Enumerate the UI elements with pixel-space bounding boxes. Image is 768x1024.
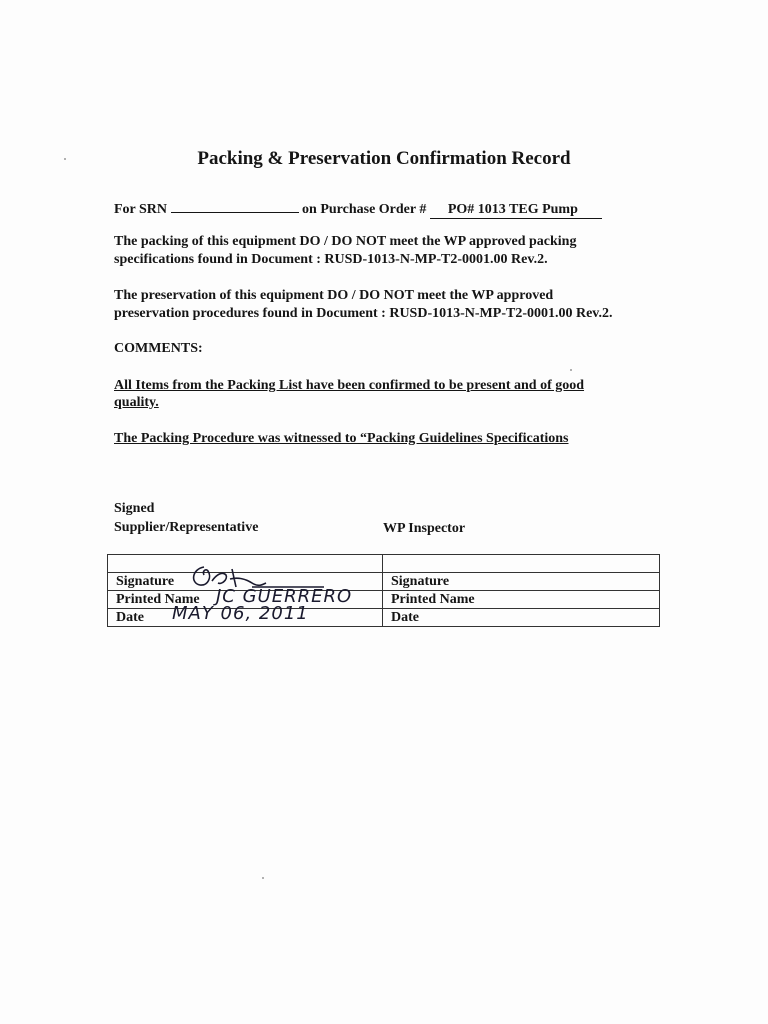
inspector-signature-cell[interactable]	[383, 573, 660, 591]
date-label: Date	[116, 610, 144, 625]
inspector-label: WP Inspector	[383, 521, 466, 536]
printed-name-label: Printed Name	[391, 592, 475, 607]
table-row	[108, 573, 660, 591]
handwritten-date: MAY 06, 2011	[172, 603, 309, 624]
scan-speck	[64, 158, 66, 160]
packing-line-1: The packing of this equipment DO / DO NOT meet the WP approved packing	[114, 234, 577, 249]
scan-speck	[262, 877, 264, 879]
supplier-label: Supplier/Representative	[114, 520, 259, 535]
comment-1-line-1: All Items from the Packing List have been confirmed to be present and of good	[114, 378, 585, 393]
purchase-order-label: on Purchase Order #	[302, 202, 427, 217]
signature-label: Signature	[391, 574, 450, 589]
table-row	[108, 609, 660, 627]
signed-label: Signed	[114, 501, 155, 516]
handwritten-printed-name: JC GUERRERO	[216, 586, 353, 607]
inspector-printed-name-cell[interactable]	[383, 591, 660, 609]
supplier-date-cell[interactable]	[108, 603, 383, 627]
comment-2: The Packing Procedure was witnessed to “Packing Guidelines Specifications	[114, 431, 569, 446]
comment-1-line-2: quality.	[114, 395, 159, 410]
srn-line	[114, 198, 602, 219]
signature-label: Signature	[116, 574, 175, 589]
scan-speck	[570, 369, 572, 371]
blank-cell	[383, 555, 660, 573]
inspector-date-cell[interactable]	[383, 609, 660, 627]
comments-label: COMMENTS:	[114, 341, 203, 356]
packing-line-2: specifications found in Document : RUSD-1013-N-MP-T2-0001.00 Rev.2.	[114, 252, 548, 267]
signature-table	[107, 554, 660, 627]
for-srn-label: For SRN	[114, 202, 168, 217]
page-title: Packing & Preservation Confirmation Record	[197, 148, 571, 169]
preservation-line-1: The preservation of this equipment DO / DO NOT meet the WP approved	[114, 288, 554, 303]
printed-name-label: Printed Name	[116, 592, 200, 607]
preservation-line-2: preservation procedures found in Document : RUSD-1013-N-MP-T2-0001.00 Rev.2.	[114, 306, 613, 321]
po-number-value: PO# 1013 TEG Pump	[430, 202, 602, 219]
date-label: Date	[391, 610, 419, 625]
srn-blank-field[interactable]	[171, 198, 299, 213]
